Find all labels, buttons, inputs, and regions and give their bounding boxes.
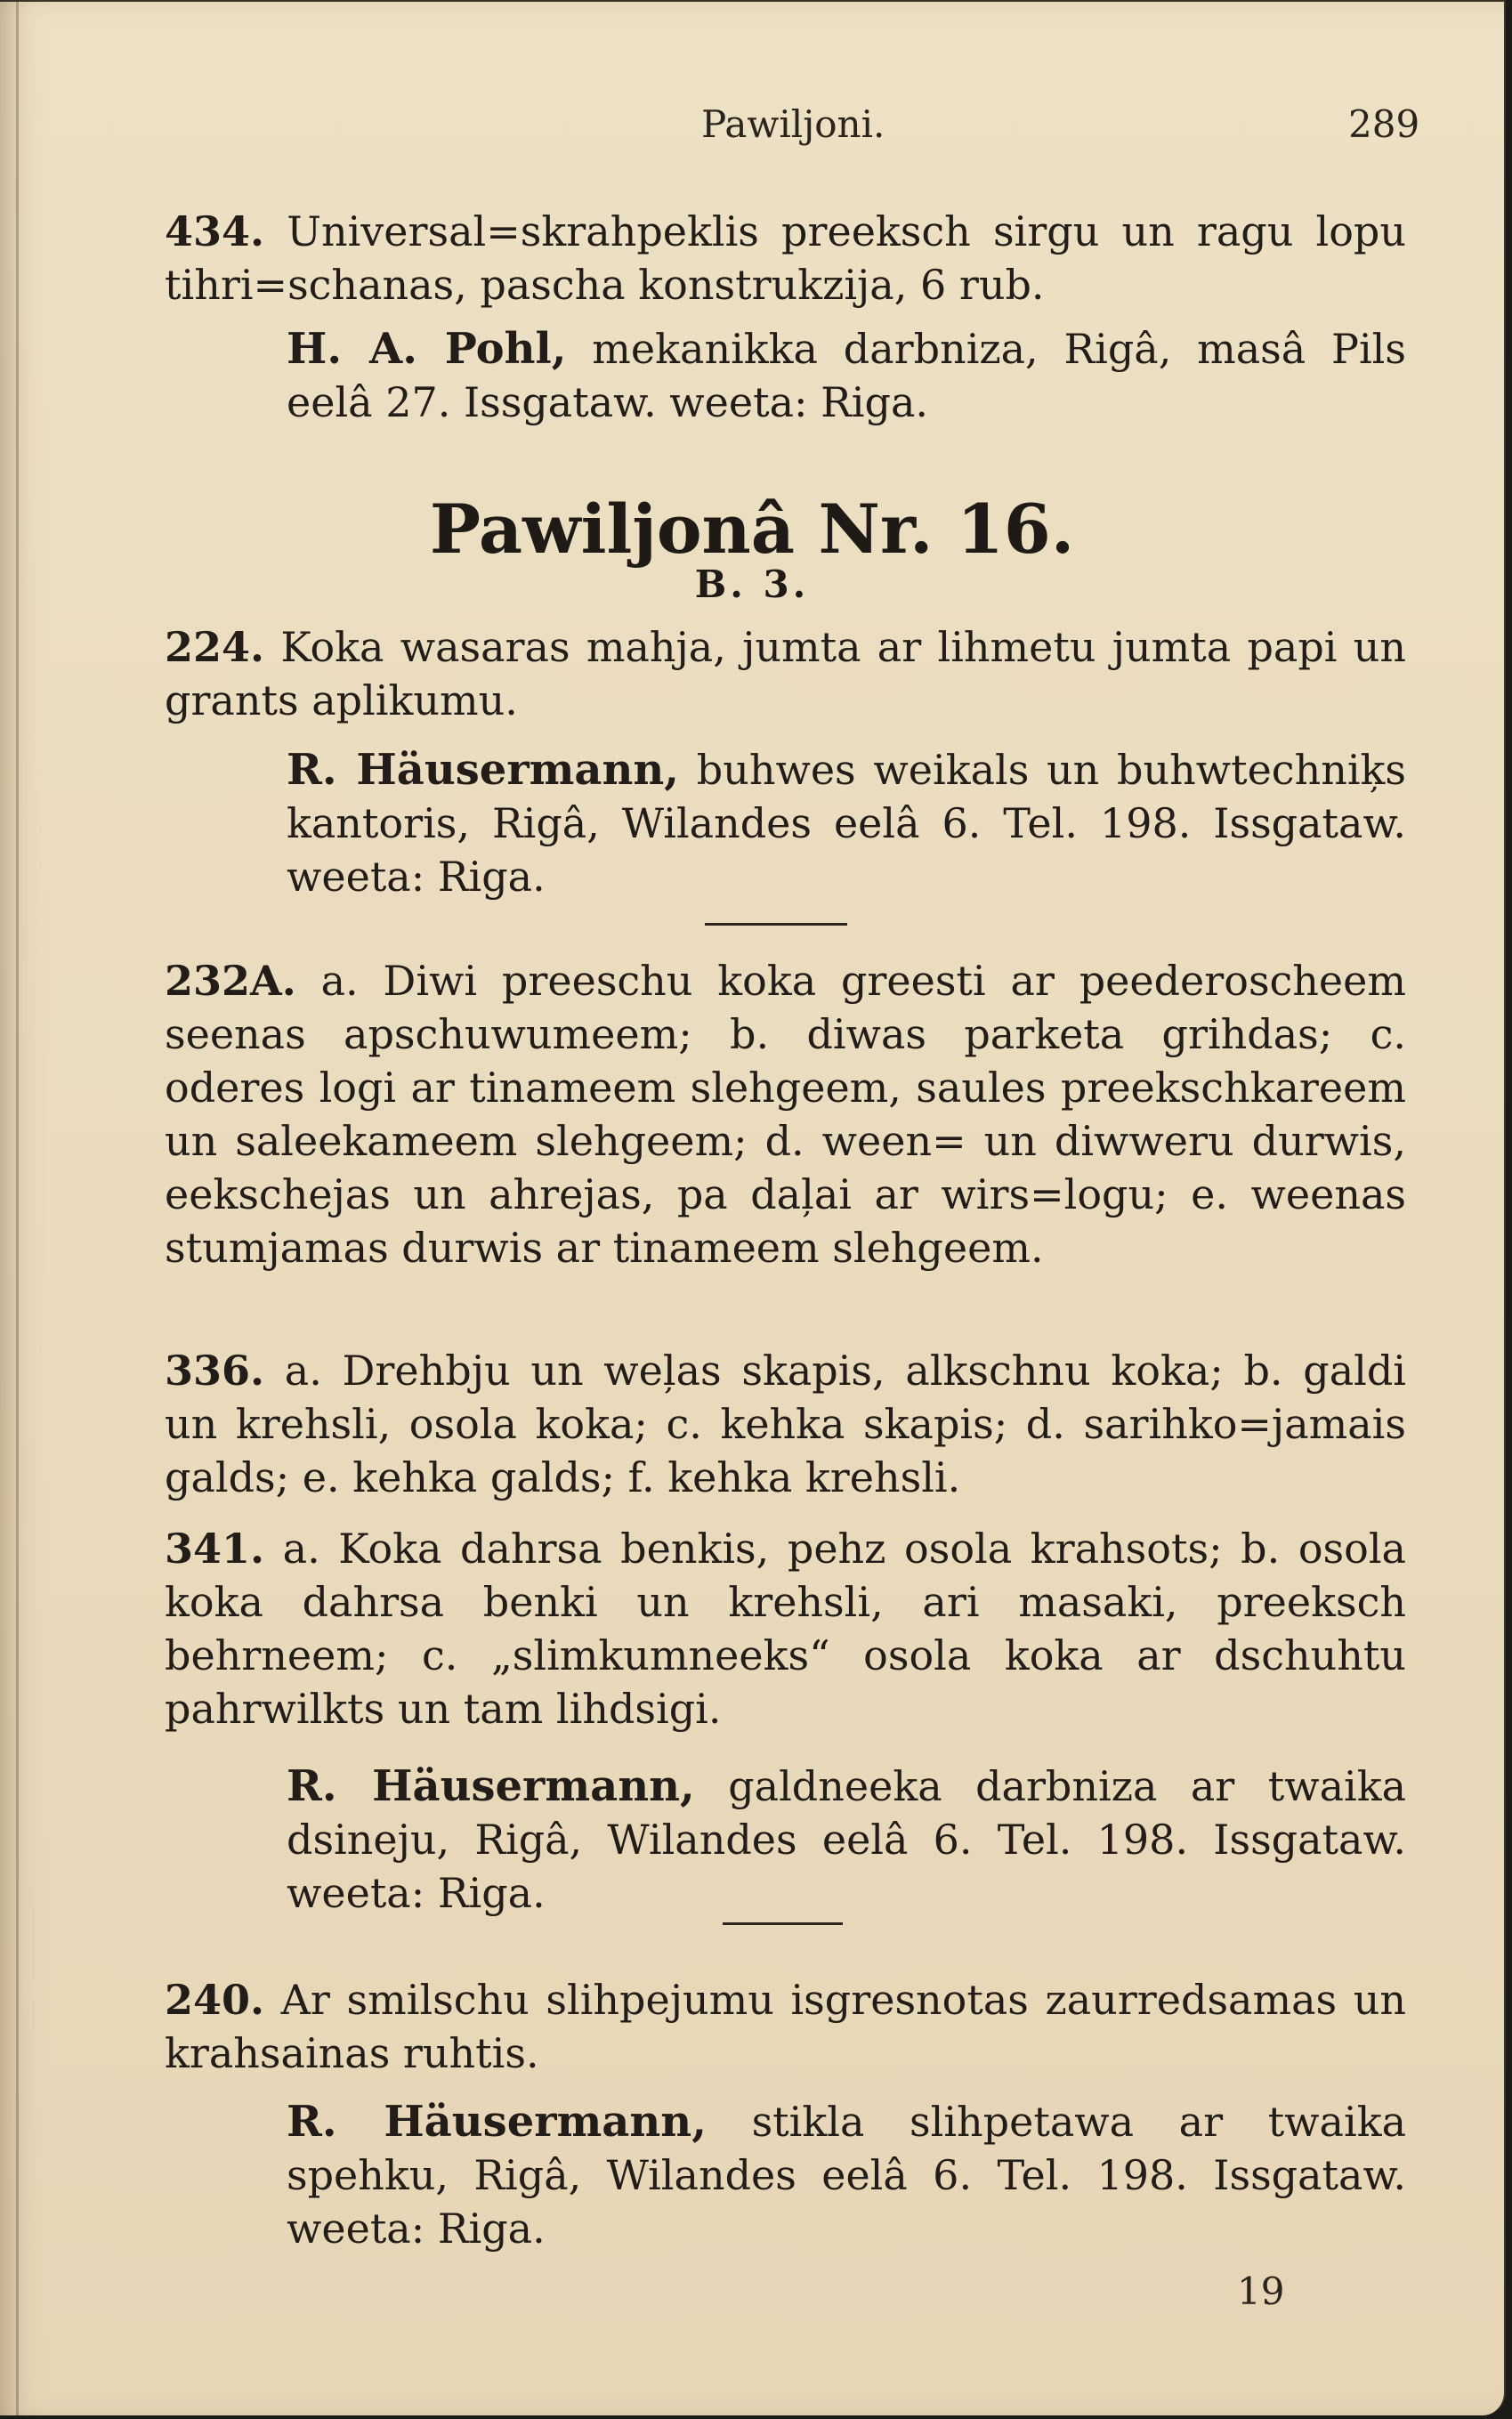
section-title: Pawiljonâ Nr. 16. [429,489,1075,569]
maker-name: R. Häusermann, [287,745,680,795]
maker-name: R. Häusermann, [287,1761,695,1811]
maker-name: H. A. Pohl, [287,324,567,374]
maker-name: R. Häusermann, [287,2097,707,2147]
entry-number: 224. [165,623,265,671]
maker-text: stikla slihpetawa ar twaika spehku, Rigâ, Wilandes eelâ 6. Tel. 198. Issgataw. weeta: Riga. [287,2098,1406,2253]
entry-text: a. Koka dahrsa benkis, pehz osola krahsots; b. osola koka dahrsa benki un krehsli, ari masaki, preeksch behrneem; c. „slimkumneeks“ osola koka ar dschuhtu pahrwilkts un tam lihdsigi. [165,1525,1406,1733]
entry-341 [165,1522,1406,1735]
separator-rule [723,1922,843,1925]
entry-text: Universal=skrahpeklis preeksch sirgu un ragu lopu tihri=schanas, pascha konstrukzija, 6 rub. [165,207,1406,309]
maker-434 [287,322,1406,429]
maker-341 [287,1760,1406,1920]
entry-240 [165,1973,1406,2080]
entry-text: Ar smilschu slihpejumu isgresnotas zaurredsamas un krahsainas ruhtis. [165,1976,1406,2077]
maker-text: mekanikka darbniza, Rigâ, masâ Pils eelâ 27. Issgataw. weeta: Riga. [287,325,1407,426]
entry-text: Koka wasaras mahja, jumta ar lihmetu jumta papi un grants aplikumu. [165,623,1407,724]
entry-number: 232A. [165,957,296,1005]
signature-mark: 19 [1237,2269,1285,2313]
entry-text: a. Drehbju un weļas skapis, alkschnu koka; b. galdi un krehsli, osola koka; c. kehka skapis; d. sarihko=jamais galds; e. kehka galds; f. kehka krehsli. [165,1347,1406,1501]
maker-text: buhwes weikals un buhwtechniķs kantoris, Rigâ, Wilandes eelâ 6. Tel. 198. Issgataw. weeta: Riga. [287,746,1407,901]
entry-text: a. Diwi preeschu koka greesti ar peederoscheem seenas apschuwumeem; b. diwas parketa grihdas; c. oderes logi ar tinameem slehgeem, saules preekschkareem un saleekameem slehgeem; d. ween= un diwweru durwis, eekschejas un ahrejas, pa daļai ar wirs=logu; e. weenas stumjamas durwis ar tinameem slehgeem. [165,957,1406,1272]
maker-240 [287,2095,1406,2255]
page-number: 289 [1348,102,1420,146]
entry-number: 336. [165,1347,265,1395]
page-spine-shadow [16,2,19,2415]
running-title: Pawiljoni. [701,102,885,146]
maker-text: galdneeka darbniza ar twaika dsineju, Rigâ, Wilandes eelâ 6. Tel. 198. Issgataw. weeta: Riga. [287,1762,1407,1917]
section-subtitle: B. 3. [694,562,810,606]
entry-232a [165,954,1406,1274]
entry-number: 341. [165,1525,265,1573]
maker-224 [287,743,1406,903]
entry-434 [165,205,1406,311]
entry-224 [165,620,1406,727]
entry-number: 434. [165,207,265,255]
entry-number: 240. [165,1976,265,2024]
separator-rule [705,923,847,926]
entry-336 [165,1344,1406,1504]
